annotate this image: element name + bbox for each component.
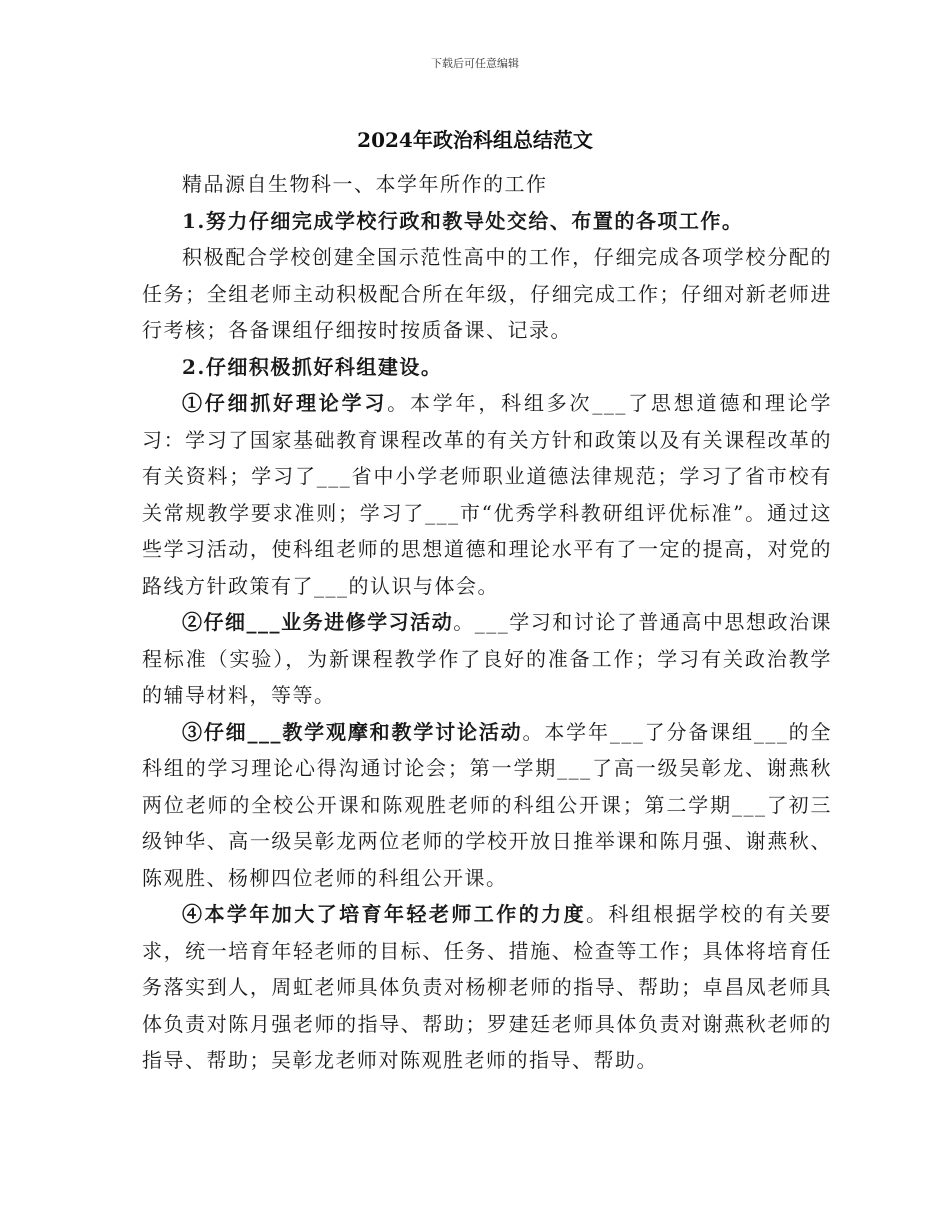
paragraph-item-3	[142, 714, 832, 897]
paragraph-text: 。本学年___了分备课组___的全科组的学习理论心得沟通讨论会；第一学期___了高一级吴彰龙、谢燕秋两位老师的全校公开课和陈观胜老师的科组公开课；第二学期___了初三级钟华、高一级吴彰龙两位老师的学校开放日推举课和陈月强、谢燕秋、陈观胜、杨柳四位老师的科组公开课。	[142, 719, 832, 890]
page-header: 下载后可任意编辑	[431, 57, 519, 70]
document-body	[142, 166, 832, 1079]
item-lead: ①仔细抓好理论学习	[182, 391, 388, 415]
paragraph-text: 。科组根据学校的有关要求，统一培育年轻老师的目标、任务、措施、检查等工作；具体将培育任务落实到人，周虹老师具体负责对杨柳老师的指导、帮助；卓昌凤老师具体负责对陈月强老师的指导、帮助；罗建廷老师具体负责对谢燕秋老师的指导、帮助；吴彰龙老师对陈观胜老师的指导、帮助。	[142, 902, 833, 1072]
document-title: 2024年政治科组总结范文	[357, 128, 593, 152]
heading-2	[142, 349, 832, 386]
item-lead: ②仔细___业务进修学习活动	[182, 610, 454, 634]
item-lead: ④本学年加大了培育年轻老师工作的力度	[182, 902, 587, 926]
heading-text: 1.努力仔细完成学校行政和教导处交给、布置的各项工作。	[182, 208, 744, 233]
paragraph-text: 。___学习和讨论了普通高中思想政治课程标准（实验），为新课程教学作了良好的准备工作；学习有关政治教学的辅导材料，等等。	[142, 610, 833, 707]
paragraph-text: 。本学年，科组多次___了思想道德和理论学习：学习了国家基础教育课程改革的有关方针和政策以及有关课程改革的有关资料；学习了___省中小学老师职业道德法律规范；学习了省市校有关常规教学要求准则；学习了___市“优秀学科教研组评优标准”。通过这些学习活动，使科组老师的思想道德和理论水平有了一定的提高，对党的路线方针政策有了___的认识与体会。	[142, 391, 833, 598]
heading-1	[142, 203, 832, 240]
paragraph-text: 精品源自生物科一、本学年所作的工作	[182, 172, 548, 196]
paragraph-item-4	[142, 896, 832, 1079]
paragraph-item-1	[142, 385, 832, 604]
paragraph-text: 积极配合学校创建全国示范性高中的工作，仔细完成各项学校分配的任务；全组老师主动积极配合所在年级，仔细完成工作；仔细对新老师进行考核；各备课组仔细按时按质备课、记录。	[142, 245, 832, 342]
item-lead: ③仔细___教学观摩和教学讨论活动	[182, 719, 523, 744]
paragraph-item-2	[142, 604, 832, 714]
heading-text: 2.仔细积极抓好科组建设。	[182, 354, 443, 379]
paragraph-intro	[142, 166, 832, 203]
paragraph-1	[142, 239, 832, 349]
